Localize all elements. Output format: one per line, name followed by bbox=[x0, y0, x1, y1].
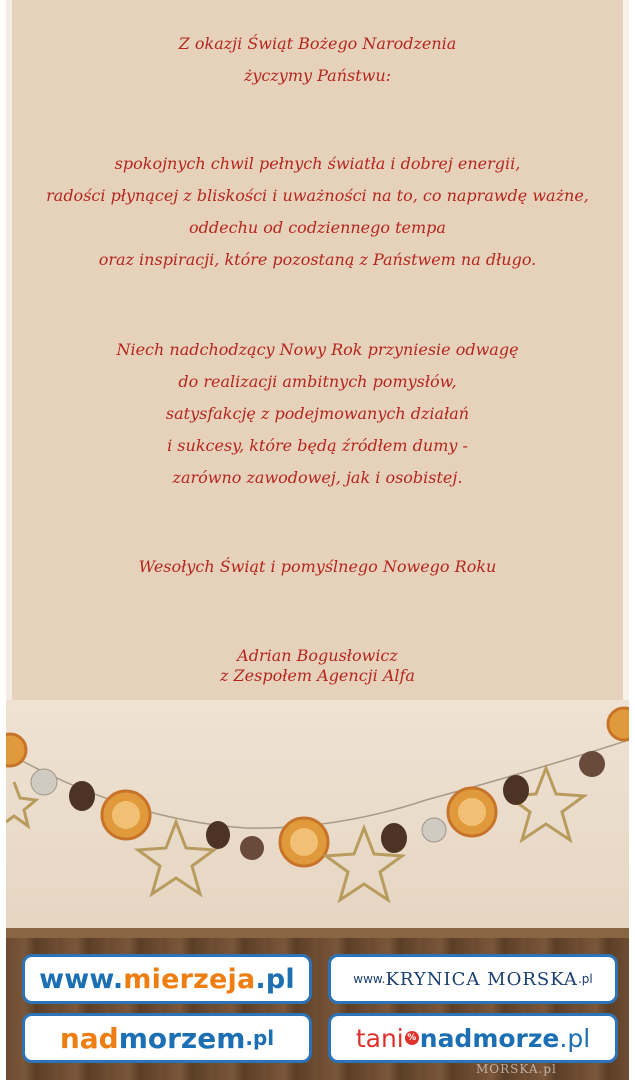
garland-decoration bbox=[6, 700, 629, 940]
tani-suffix: .pl bbox=[559, 1023, 591, 1053]
shelf-edge bbox=[6, 928, 629, 938]
wish-line: radości płynącej z bliskości i uważności na to, co naprawdę ważne, bbox=[46, 186, 589, 205]
nadmorzem-name: morzem bbox=[118, 1021, 246, 1055]
signature-team: z Zespołem Agencji Alfa bbox=[220, 666, 415, 685]
watermark: www.KRYNICA MORSKA.pl bbox=[476, 1048, 579, 1076]
signature bbox=[6, 646, 629, 686]
orange-slice-icon bbox=[280, 818, 328, 866]
signature-name: Adrian Bogusłowicz bbox=[237, 646, 398, 665]
nadmorzem-suffix: .pl bbox=[245, 1026, 275, 1050]
greeting-closing bbox=[6, 551, 629, 583]
nadmorzem-logo-link[interactable] bbox=[22, 1013, 312, 1063]
tani-prefix: tani bbox=[355, 1023, 404, 1053]
intro-line: Z okazji Świąt Bożego Narodzenia bbox=[178, 34, 457, 53]
orange-slice-icon bbox=[448, 788, 496, 836]
new-year-line: Niech nadchodzący Nowy Rok przyniesie odwagę bbox=[116, 340, 519, 359]
wish-line: spokojnych chwil pełnych światła i dobrej energii, bbox=[114, 154, 521, 173]
orange-slice-icon bbox=[102, 791, 150, 839]
new-year-line: do realizacji ambitnych pomysłów, bbox=[178, 372, 457, 391]
wish-line: oraz inspiracji, które pozostaną z Państwem na długo. bbox=[98, 250, 537, 269]
orange-slice-icon bbox=[6, 734, 26, 766]
intro-line: życzymy Państwu: bbox=[243, 66, 392, 85]
greeting-new-year bbox=[6, 334, 629, 494]
wish-line: oddechu od codziennego tempa bbox=[189, 218, 446, 237]
greeting-card bbox=[6, 0, 629, 1080]
mierzeja-name: mierzeja bbox=[123, 963, 256, 995]
percent-icon: % bbox=[405, 1031, 419, 1045]
nadmorzem-prefix: nad bbox=[59, 1021, 119, 1055]
new-year-line: i sukcesy, które będą źródłem dumy - bbox=[167, 436, 468, 455]
closing-line: Wesołych Świąt i pomyślnego Nowego Roku bbox=[138, 557, 497, 576]
mierzeja-prefix: www. bbox=[39, 963, 124, 995]
greeting-intro bbox=[6, 28, 629, 92]
mierzeja-suffix: .pl bbox=[255, 963, 295, 995]
new-year-line: zarówno zawodowej, jak i osobistej. bbox=[172, 468, 463, 487]
greeting-wishes bbox=[6, 148, 629, 276]
mierzeja-logo-link[interactable] bbox=[22, 954, 312, 1004]
krynica-suffix: .pl bbox=[577, 972, 593, 986]
orange-slice-icon bbox=[608, 708, 629, 740]
krynica-prefix: www. bbox=[353, 972, 386, 986]
krynica-name: KRYNICA MORSKA bbox=[385, 968, 578, 990]
tani-name: nadmorze bbox=[419, 1023, 560, 1053]
new-year-line: satysfakcję z podejmowanych działań bbox=[165, 404, 470, 423]
krynica-morska-logo-link[interactable] bbox=[328, 954, 618, 1004]
